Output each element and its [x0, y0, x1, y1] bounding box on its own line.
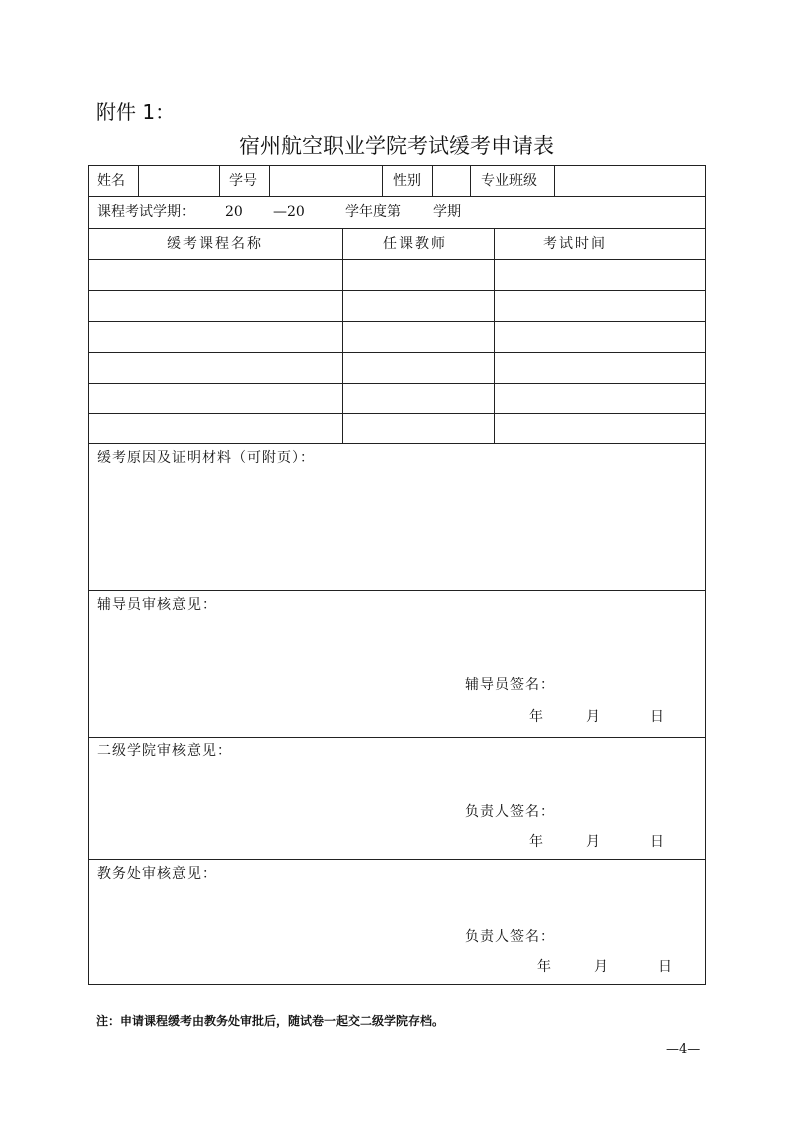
gender-label: 性别 [393, 173, 421, 189]
college-day: 日 [650, 834, 664, 850]
term-year-end: —20 [273, 204, 305, 220]
teacher-header: 任课教师 [383, 236, 447, 252]
cell-divider [219, 166, 220, 196]
counselor-day: 日 [650, 709, 664, 725]
cell-divider [269, 166, 270, 196]
exam-time-header: 考试时间 [543, 236, 607, 252]
cell-divider [470, 166, 471, 196]
cell-divider [432, 166, 433, 196]
term-year-start: 20 [225, 204, 243, 220]
cell-divider [138, 166, 139, 196]
student-id-label: 学号 [229, 173, 257, 189]
college-month: 月 [586, 834, 600, 850]
counselor-month: 月 [586, 709, 600, 725]
cell-divider [554, 166, 555, 196]
row-divider [89, 443, 705, 444]
academic-office-year: 年 [537, 959, 551, 975]
row-divider [89, 737, 705, 738]
column-divider [342, 228, 343, 443]
term-label: 课程考试学期： [97, 204, 195, 220]
counselor-opinion-label: 辅导员审核意见： [97, 597, 217, 613]
column-divider [494, 228, 495, 443]
college-signature-label: 负责人签名： [465, 804, 555, 820]
term-suffix: 学期 [433, 204, 461, 220]
reason-label: 缓考原因及证明材料（可附页）： [97, 450, 315, 466]
name-label: 姓名 [97, 173, 125, 189]
row-divider [89, 413, 705, 414]
row-divider [89, 196, 705, 197]
footnote: 注：申请课程缓考由教务处审批后，随试卷一起交二级学院存档。 [96, 1014, 445, 1028]
row-divider [89, 321, 705, 322]
academic-office-signature-label: 负责人签名： [465, 929, 555, 945]
counselor-signature-label: 辅导员签名： [465, 677, 555, 693]
academic-office-opinion-label: 教务处审核意见： [97, 866, 217, 882]
major-class-label: 专业班级 [481, 173, 537, 189]
college-year: 年 [529, 834, 543, 850]
academic-office-month: 月 [594, 959, 608, 975]
college-opinion-label: 二级学院审核意见： [97, 743, 232, 759]
row-divider [89, 228, 705, 229]
row-divider [89, 590, 705, 591]
attachment-label: 附件 1： [96, 100, 176, 124]
row-divider [89, 383, 705, 384]
deferral-application-form [88, 165, 706, 985]
row-divider [89, 352, 705, 353]
academic-office-day: 日 [658, 959, 672, 975]
row-divider [89, 859, 705, 860]
page-number: —4— [666, 1042, 701, 1057]
row-divider [89, 290, 705, 291]
cell-divider [382, 166, 383, 196]
course-name-header: 缓考课程名称 [167, 236, 263, 252]
form-title: 宿州航空职业学院考试缓考申请表 [239, 134, 554, 158]
row-divider [89, 259, 705, 260]
term-year-suffix: 学年度第 [345, 204, 401, 220]
counselor-year: 年 [529, 709, 543, 725]
